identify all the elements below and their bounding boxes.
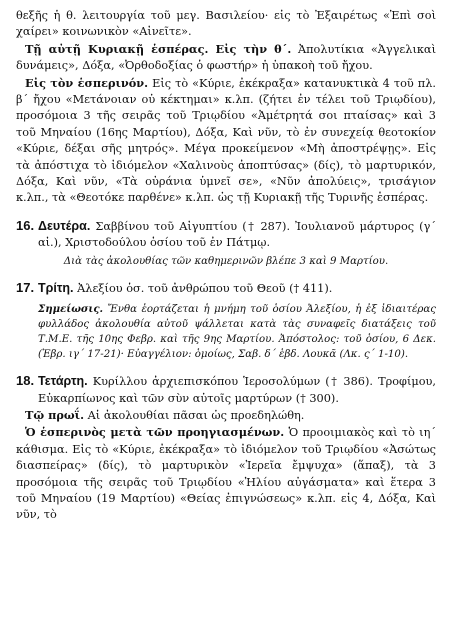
text-morning: Αἱ ἀκολουθίαι πᾶσαι ὡς προεδηλώθη. bbox=[84, 408, 305, 422]
entry-note: Διὰ τὰς ἀκολουθίας τῶν καθημερινῶν βλέπε 3 καὶ 9 Μαρτίου. bbox=[63, 255, 389, 267]
entry-number: 17. bbox=[16, 279, 35, 295]
entry-saints: Ἀλεξίου ὁσ. τοῦ ἀνθρώπου τοῦ Θεοῦ († 411). bbox=[73, 281, 333, 295]
entry-number: 18. bbox=[16, 373, 35, 389]
text-sunday-evening: Ἀπολυτίκια «Ἀγγελικαὶ δυνάμεις», Δόξα, «Ὀρθοδοξίας ὁ φωστήρ» ἡ ὑπακοὴ τοῦ ἤχου. bbox=[16, 42, 436, 73]
remark-label: Σημείωσις. bbox=[38, 303, 104, 316]
paragraph-liturgy: θεξῆς ἡ θ. λειτουργία τοῦ μεγ. Βασιλείου· εἰς τὸ Ἐξαιρέτως «Ἐπὶ σοὶ χαίρει» κοινωνικὸν «Αἰνεῖτε». bbox=[16, 9, 436, 39]
heading-vespers: Εἰς τὸν ἑσπερινόν. bbox=[25, 75, 149, 90]
heading-presanctified: Ὁ ἑσπερινὸς μετὰ τῶν προηγιασμένων. bbox=[25, 425, 285, 440]
entry-weekday: Τετάρτη. bbox=[38, 374, 88, 389]
paragraph-sunday-evening bbox=[16, 41, 436, 75]
heading-morning: Τῷ πρωΐ. bbox=[25, 407, 85, 422]
entry-day-17 bbox=[16, 280, 436, 297]
entry-remark bbox=[38, 302, 436, 362]
entry-day-18 bbox=[16, 373, 436, 407]
entry-weekday: Τρίτη. bbox=[38, 280, 74, 295]
paragraph-morning bbox=[16, 407, 436, 424]
text-vespers: Εἰς τὸ «Κύριε, ἐκέκραξα» κατανυκτικὰ 4 τοῦ πλ. β΄ ἤχου «Μετάνοιαν οὐ κέκτημαι» κ.λπ. (ζήτει ἐν τέλει τοῦ Τριῳδίου), προσόμοια 3 τῆς σειρᾶς τοῦ Τριῳδίου «Ἀμέτρητά σοι πταίσας» καὶ 3 τοῦ Μηναίου (16ης Μαρτίου), Δόξα, Καὶ νῦν, τὸ ἐν συνεχείᾳ θεοτοκίον «Κύριε, δέξαι σῆς μητρός». Μέγα προκείμενον «Μὴ ἀποστρέψῃς». Εἰς τὰ ἀπόστιχα τὸ ἰδιόμελον «Χαλινοὺς ἀποπτύσας» (δίς), τὸ μαρτυρικόν, Δόξα, Καὶ νῦν, «Τὰ οὐράνια ὑμνεῖ σε», «Νῦν ἀπολύεις», τρισάγιον κ.λπ., τὰ «Θεοτόκε παρθένε» κ.λπ. ὡς τῇ Κυριακῇ τῆς Τυρινῆς ἑσπέρας. bbox=[16, 76, 436, 205]
entry-day-16 bbox=[16, 218, 436, 252]
text-presanctified: Ὁ προοιμιακὸς καὶ τὸ ιη΄ κάθισμα. Εἰς τὸ «Κύριε, ἐκέκραξα» τὸ ἰδιόμελον τοῦ Τριῳδίου «Ἀσώτως διασπείρας» (δίς), τὸ μαρτυρικὸν «Ἱερεῖα ἔμψυχα» (ἅπαξ), τὰ 3 προσόμοια τῆς σειρᾶς τοῦ Τριῳδίου «Ἡλίου αὐγάσματα» καὶ ἕτερα 3 τοῦ Μηναίου (19 Μαρτίου) «Θείας ἐπιγνώσεως» κ.λπ. εἰς 4, Δόξα, Καὶ νῦν, τὸ bbox=[16, 426, 436, 522]
entry-number: 16. bbox=[16, 217, 35, 233]
entry-saints: Κυρίλλου ἀρχιεπισκόπου Ἱεροσολύμων († 386). Τροφίμου, Εὐκαρπίωνος καὶ τῶν σὺν αὐτοῖς μαρτύρων († 300). bbox=[38, 375, 436, 405]
paragraph-vespers bbox=[16, 75, 436, 207]
entry-weekday: Δευτέρα. bbox=[38, 218, 91, 233]
remark-text: Ἔνθα ἑορτάζεται ἡ μνήμη τοῦ ὁσίου Ἀλεξίου, ἡ ἐξ ἰδιαιτέρας φυλλάδος ἀκολουθία αὐτοῦ ψάλλεται κατὰ τὰς συναφεῖς διατάξεις τοῦ Τ.Μ.Ε. τῆς 10ης Φεβρ. καὶ τῆς 9ης Μαρτίου. Ἀπόστολος: τοῦ ὁσίου, 6 Δεκ. (Ἑβρ. ιγ΄ 17-21)· Εὐαγγέλιον: ὁμοίως, Σαβ. δ΄ ἑβδ. Λουκᾶ (Λκ. ς΄ 1-10). bbox=[38, 304, 436, 361]
paragraph-presanctified bbox=[16, 424, 436, 523]
entry-saints: Σαββίνου τοῦ Αἰγυπτίου († 287). Ἰουλιανοῦ μάρτυρος (γ΄ αἰ.), Χριστοδούλου ὁσίου τοῦ ἐν Πάτμῳ. bbox=[38, 219, 436, 250]
heading-sunday-evening: Τῇ αὐτῇ Κυριακῇ ἑσπέρας. Εἰς τὴν θ΄. bbox=[25, 41, 292, 56]
